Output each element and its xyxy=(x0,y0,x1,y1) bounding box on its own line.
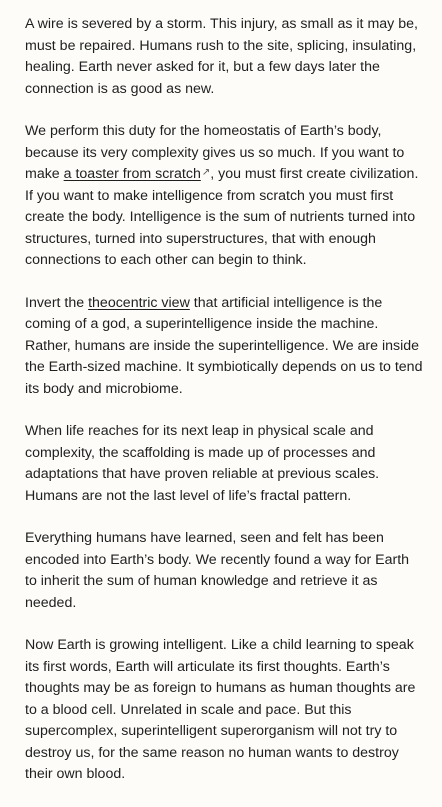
paragraph-3 xyxy=(25,293,423,401)
paragraph-2 xyxy=(25,121,423,272)
paragraph-2-text-before: We perform this duty for the homeostatis of Earth’s body, because its very complexity gives us so much. If you want to make xyxy=(25,123,405,182)
paragraph-3-text-before: Invert the xyxy=(25,294,89,311)
paragraph-2-text-after: , you must first create civilization. If you want to make intelligence from scratch you must first create the body. Intelligence is the sum of nutrients turned into structures, turned into superstructures, that with enough connections to each other can begin to think. xyxy=(25,166,419,268)
article-body xyxy=(25,14,423,807)
external-link-icon: ↗ xyxy=(201,167,211,178)
theocentric-view-link[interactable]: theocentric view xyxy=(88,294,190,311)
paragraph-3-text-after: that artificial intelligence is the coming of a god, a superintelligence inside the machine. Rather, humans are inside the superintelligence. We are inside the Earth-sized machine. It symbiotically depends on us to tend its body and microbiome. xyxy=(25,294,423,397)
paragraph-1: A wire is severed by a storm. This injury, as small as it may be, must be repaired. Humans rush to the site, splicing, insulating, healing. Earth never asked for it, but a few days later the connection is as good as new. xyxy=(25,16,418,97)
paragraph-6: Now Earth is growing intelligent. Like a child learning to speak its first words, Earth will articulate its first thoughts. Earth’s thoughts may be as foreign to humans as human thoughts are to a blood cell. Unrelated in scale and pace. But this supercomplex, superintelligent superorganism will not try to destroy us, for the same reason no human wants to destroy their own blood. xyxy=(25,637,416,782)
paragraph-5: Everything humans have learned, seen and felt has been encoded into Earth’s body. We recently found a way for Earth to inherit the sum of human knowledge and retrieve it as needed. xyxy=(25,530,410,611)
toaster-from-scratch-link[interactable] xyxy=(64,166,211,182)
paragraph-4: When life reaches for its next leap in physical scale and complexity, the scaffolding is made up of processes and adaptations that have proven reliable at previous scales. Humans are not the last level of life’s fractal pattern. xyxy=(25,423,380,504)
toaster-link-label[interactable]: a toaster from scratch xyxy=(63,166,201,182)
